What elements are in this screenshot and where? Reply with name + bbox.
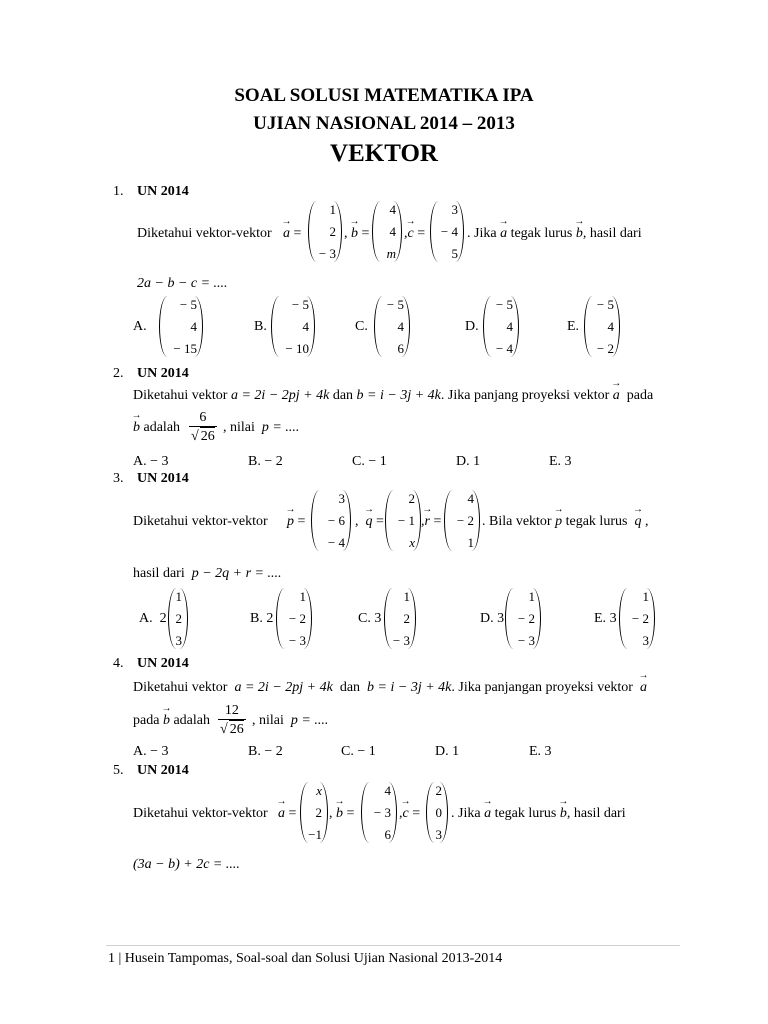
doc-subtitle: UJIAN NASIONAL 2014 – 2013 [253,113,515,134]
q4-tag: UN 2014 [137,656,189,671]
q5-vector-c: 2 0 3 [426,782,448,843]
q3-number: 3. [113,471,124,486]
q4-option-d: D. 1 [435,744,460,759]
q1-option-b: − 5 4 − 10 [271,296,315,357]
q1-b-label: , → b = [344,226,369,242]
q2-line1: Diketahui vektor a = 2i − 2pj + 4k dan b = i − 3j + 4k. Jika panjang proyeksi vektor → a pada [133,388,653,404]
q1-vector-a: 1 2 − 3 [308,201,342,262]
q1-intro: Diketahui vektor-vektor [137,226,272,241]
q4-line2: pada → b adalah [133,713,210,729]
q2-option-d: D. 1 [456,454,481,469]
q3-vector-r: 4 − 2 1 [444,490,480,551]
q3-option-a: 1 2 3 [168,588,188,649]
q3-q-label: , → q = [355,514,384,530]
q1-option-c-label: C. [355,319,368,334]
q5-vector-b: 4 − 3 6 [361,782,397,843]
q3-r-label: ,→ r = [421,514,441,530]
q1-option-e: − 5 4 − 2 [584,296,620,357]
q2-option-a: A. − 3 [133,454,169,469]
doc-topic: VEKTOR [330,140,438,167]
q1-a-label: → a = [283,226,301,242]
q1-option-a-label: A. [133,319,147,334]
q1-option-b-label: B. [254,319,267,334]
q3-hasil: hasil dari p − 2q + r = .... [133,566,282,581]
q2-line2: → b adalah [133,420,180,436]
q1-c-label: ,→ c = [404,226,425,242]
q4-fraction: $\frac{12}{√ 26}$ [220,703,244,737]
q5-expression: (3a − b) + 2c = .... [133,857,240,872]
footer-divider [106,945,680,946]
q3-p-label: → p = [287,514,305,530]
q5-a-label: → a = [278,806,296,822]
q3-option-d: 1 − 2 − 3 [505,588,541,649]
q1-condition: . Jika → a tegak lurus → b, hasil dari [467,226,642,242]
q2-nilai: , nilai p = .... [223,420,300,435]
doc-title: SOAL SOLUSI MATEMATIKA IPA [234,85,534,106]
q3-intro: Diketahui vektor-vektor [133,514,268,529]
q4-number: 4. [113,656,124,671]
q3-tag: UN 2014 [137,471,189,486]
q3-option-d-label: D. 3 [480,611,505,626]
q5-vector-a: x 2 −1 [300,782,328,843]
q1-vector-b: 4 4 m [372,201,402,262]
q3-option-c-label: C. 3 [358,611,382,626]
q4-option-e: E. 3 [529,744,552,759]
q4-option-c: C. − 1 [341,744,376,759]
q3-condition: . Bila vektor → p tegak lurus → q , [482,514,648,530]
q2-tag: UN 2014 [137,366,189,381]
q5-b-label: , → b = [329,806,354,822]
q2-option-c: C. − 1 [352,454,387,469]
q5-condition: . Jika → a tegak lurus → b, hasil dari [451,806,626,822]
q5-number: 5. [113,763,124,778]
q1-expression: 2a − b − c = .... [137,276,228,291]
q3-vector-q: 2 − 1 x [385,490,421,551]
q3-option-e-label: E. 3 [594,611,617,626]
q5-tag: UN 2014 [137,763,189,778]
q5-intro: Diketahui vektor-vektor [133,806,268,821]
q4-option-b: B. − 2 [248,744,283,759]
q2-fraction: $\frac{6}{√ 26}$ [191,410,215,444]
q1-option-e-label: E. [567,319,580,334]
q4-option-a: A. − 3 [133,744,169,759]
q2-number: 2. [113,366,124,381]
q1-tag: UN 2014 [137,184,189,199]
page-footer: 1 | Husein Tampomas, Soal-soal dan Solusi Ujian Nasional 2013-2014 [108,951,503,966]
q1-option-d: − 5 4 − 4 [483,296,519,357]
q3-option-a-label: A. 2 [139,611,167,626]
q5-c-label: ,→ c = [399,806,420,822]
q1-number: 1. [113,184,124,199]
q3-option-b-label: B. 2 [250,611,274,626]
q1-option-d-label: D. [465,319,479,334]
q4-nilai: , nilai p = .... [252,713,329,728]
q2-option-e: E. 3 [549,454,572,469]
q3-option-b: 1 − 2 − 3 [276,588,312,649]
q3-option-e: 1 − 2 3 [619,588,655,649]
q3-vector-p: 3 − 6 − 4 [311,490,351,551]
q1-option-c: − 5 4 6 [374,296,410,357]
q3-option-c: 1 2 − 3 [384,588,416,649]
q1-option-a: − 5 4 − 15 [159,296,203,357]
q4-line1: Diketahui vektor a = 2i − 2pj + 4k dan b = i − 3j + 4k. Jika panjangan proyeksi vektor → a [133,680,647,696]
q2-option-b: B. − 2 [248,454,283,469]
q1-vector-c: 3 − 4 5 [430,201,464,262]
